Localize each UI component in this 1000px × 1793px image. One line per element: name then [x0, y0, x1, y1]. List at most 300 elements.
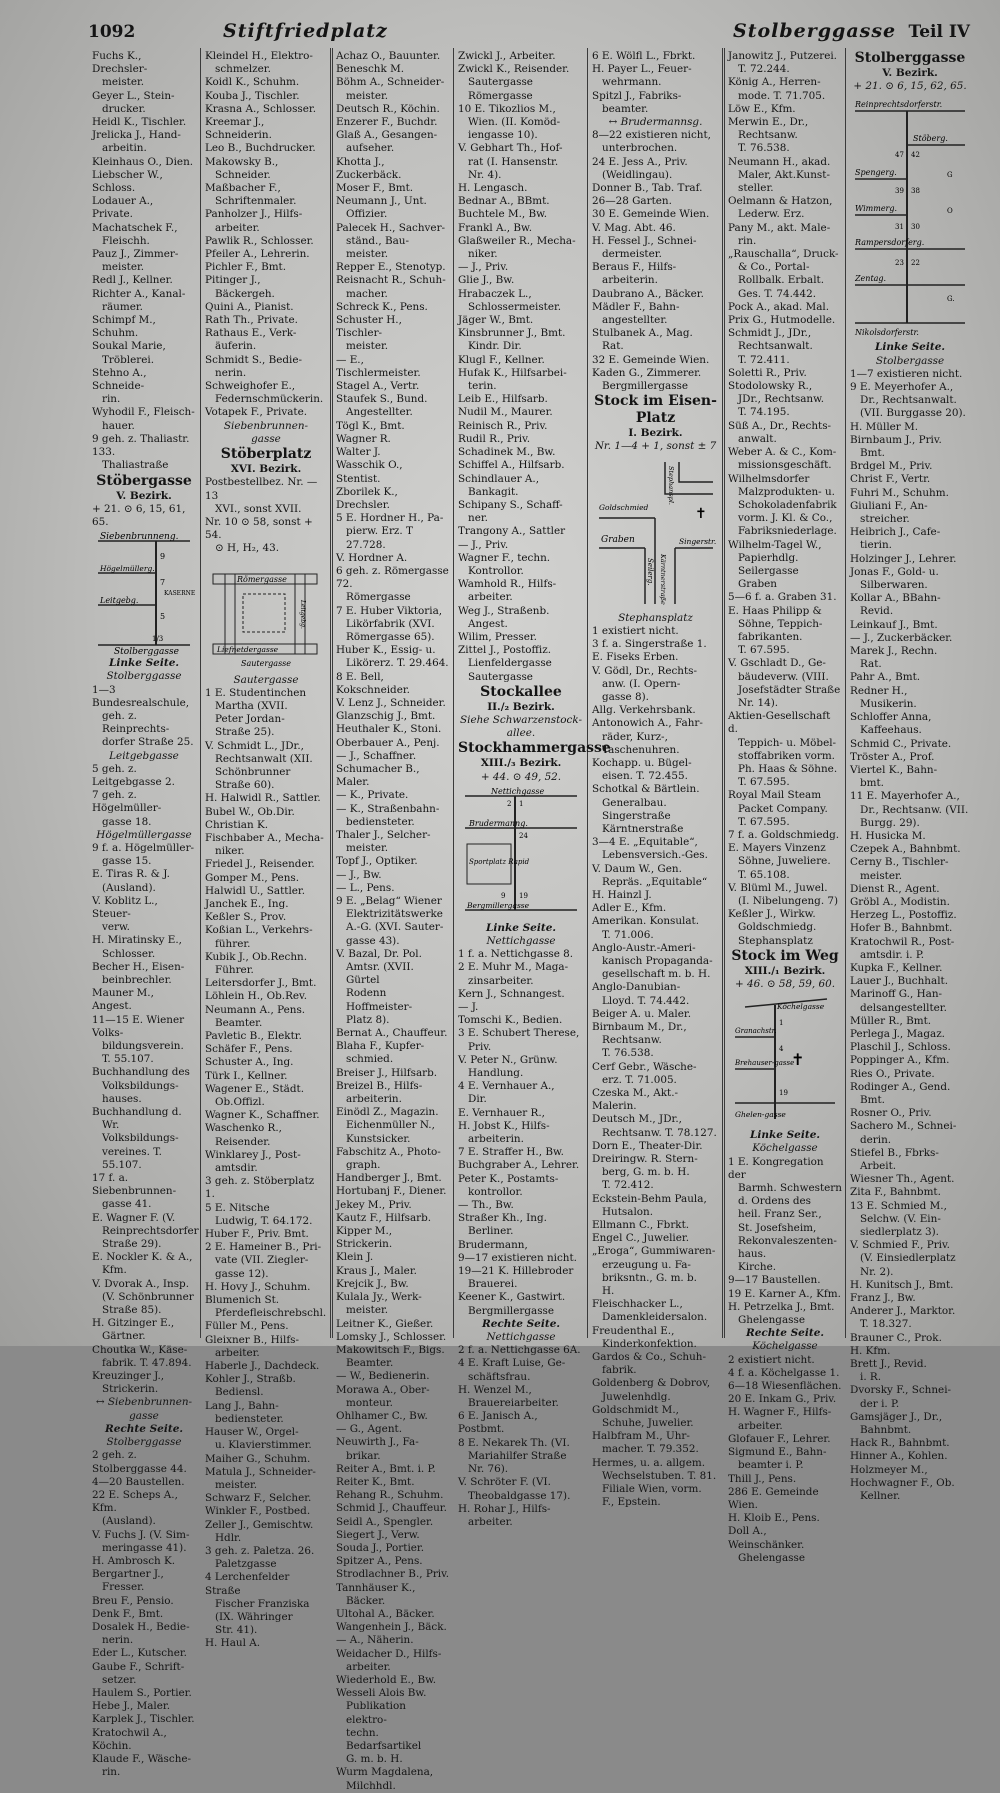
directory-entry: Breiser J., Hilfsarb.	[336, 1066, 438, 1079]
directory-entry: Wilim, Presser.	[458, 630, 537, 643]
directory-entry: 2 f. a. Nettichgasse 6A.	[458, 1344, 581, 1357]
directory-entry: setzer.	[102, 1673, 137, 1686]
directory-entry: techn. Bedarfsartikel	[346, 1726, 422, 1752]
directory-entry: bäudeverw. (VIII.	[738, 670, 829, 683]
directory-entry: Kindr. Dir.	[468, 340, 522, 353]
directory-entry: Straße 60).	[215, 779, 275, 792]
directory-entry: Peter K., Postamts-	[458, 1172, 559, 1185]
directory-entry: T. 74.195.	[738, 406, 790, 419]
directory-entry: tierin.	[860, 539, 892, 552]
cross-street-note: Stolberggasse	[106, 1436, 182, 1449]
directory-entry: Bergmillergasse	[602, 380, 689, 393]
directory-entry: V. Schmidt L., JDr.,	[205, 739, 304, 752]
directory-entry: Straße 85).	[102, 1304, 162, 1317]
directory-entry: 4—20 Baustellen.	[92, 1475, 185, 1488]
directory-entry: Römergasse	[346, 591, 411, 604]
directory-entry: bildungsverein.	[102, 1040, 184, 1052]
directory-entry: T. 67.595.	[738, 644, 790, 657]
directory-entry: V. Mag. Abt. 46.	[592, 221, 676, 234]
directory-entry: H.	[602, 1285, 615, 1298]
directory-entry: Liebscher W., Schloss.	[92, 168, 163, 195]
column-rule	[330, 48, 333, 1338]
directory-entry: Malzprodukten- u.	[738, 485, 835, 498]
directory-entry: Kratochwil A., Köchin.	[92, 1726, 167, 1752]
directory-entry: unterbrochen.	[602, 142, 678, 155]
directory-entry: Weidacher D., Hilfs-	[336, 1647, 442, 1660]
directory-entry: Poppinger A., Kfm.	[850, 1054, 950, 1067]
directory-entry: siedlerplatz 3).	[860, 1226, 939, 1239]
directory-entry: fabrikanten.	[738, 630, 803, 643]
directory-entry: Schindlauer A.,	[458, 472, 540, 485]
directory-entry: Bmt.	[860, 447, 885, 460]
directory-entry: Wagner K., Schaffner.	[205, 1109, 320, 1122]
directory-entry: Rat.	[860, 658, 882, 671]
directory-entry: (VII. Burggasse 20).	[860, 407, 966, 420]
directory-entry: Einödl Z., Magazin.	[336, 1106, 439, 1119]
directory-entry: H. Ambrosch K.	[92, 1554, 176, 1567]
street-side-heading: Linke Seite.	[108, 657, 180, 670]
left-running-head: Stiftfriedplatz	[223, 20, 388, 42]
directory-entry: Stephansplatz	[738, 934, 813, 947]
directory-entry: Redl J., Kellner.	[92, 274, 173, 287]
directory-entry: Topf J., Optiker.	[336, 855, 418, 868]
directory-entry: Becher H., Eisen-	[92, 960, 185, 973]
directory-entry: Stagel A., Vertr.	[336, 380, 420, 393]
directory-entry: Wr. Volksbildungs-	[102, 1119, 179, 1145]
directory-entry: Aktien-Gesellschaft d.	[728, 710, 831, 736]
directory-entry: Beneschk M.	[336, 63, 405, 76]
directory-entry: 1 E. Kongregation der	[728, 1155, 824, 1181]
directory-entry: JDr., Rechtsanw.	[738, 393, 825, 406]
directory-entry: Czepek A., Bahnbmt.	[850, 843, 961, 856]
directory-entry: Hauser W., Orgel-	[205, 1426, 299, 1439]
directory-entry: Reiter A., Bmt. i. P.	[336, 1462, 436, 1475]
directory-entry: E. Wagner F. (V.	[92, 1211, 176, 1224]
directory-entry: ständ., Bau-	[346, 234, 409, 247]
directory-entry: Jäger W., Bmt.	[458, 314, 534, 327]
directory-entry: Dr., Rechtsanwalt.	[860, 394, 957, 407]
directory-entry: Martha (XVII.	[215, 699, 288, 712]
directory-entry: Fabschitz A., Photo-	[336, 1145, 441, 1158]
directory-entry: dorfer Straße 25.	[102, 736, 194, 749]
directory-entry: Pichler F., Bmt.	[205, 261, 287, 274]
directory-entry: Leo B., Buchdrucker.	[205, 142, 316, 155]
directory-entry: Wasschik O., Stentist.	[336, 459, 403, 485]
district-label: V. Bezirk.	[116, 489, 172, 502]
map-label: KASERNE	[164, 590, 196, 598]
directory-entry: gasse 12).	[215, 1267, 269, 1280]
directory-entry: Türk I., Kellner.	[205, 1069, 288, 1082]
directory-entry: Schimpf M., Schuhm.	[92, 314, 156, 340]
directory-entry: Wagner F., techn.	[458, 551, 551, 564]
map-street-label: Kärntnerstraße	[658, 553, 667, 605]
directory-entry: Deutsch M., JDr.,	[592, 1113, 682, 1126]
directory-entry: derin.	[860, 1133, 892, 1146]
map-house-number: 19	[519, 891, 528, 900]
directory-entry: 5 E. Nitsche	[205, 1201, 270, 1214]
directory-entry: 9 f. a. Högelmüller-	[92, 841, 195, 854]
directory-entry: Wilhelmsdorfer	[728, 472, 810, 485]
directory-entry: T. 55.107.	[102, 1053, 154, 1066]
directory-entry: steller.	[738, 182, 774, 195]
directory-entry: meister.	[346, 248, 389, 261]
map-house-number: 4	[779, 1045, 784, 1054]
directory-entry: Blumenich St.	[205, 1294, 280, 1307]
map-street-label: Siebenbrunneng.	[100, 532, 179, 543]
directory-entry: Heuthaler K., Stoni.	[336, 723, 442, 736]
directory-entry: Löw E., Kfm.	[728, 102, 796, 115]
directory-entry: (Ausland).	[102, 881, 156, 894]
directory-entry: Karplek J., Tischler.	[92, 1713, 195, 1726]
directory-entry: Str. 41).	[215, 1624, 258, 1637]
directory-entry: Strodlachner B., Priv.	[336, 1568, 450, 1581]
directory-entry: gasse 18.	[102, 815, 152, 828]
directory-entry: Ghelengasse	[738, 1551, 805, 1564]
directory-entry: drucker.	[102, 102, 146, 115]
directory-entry: V. Daum W., Gen.	[592, 862, 682, 875]
directory-entry: H. Hainzl J.	[592, 888, 652, 901]
directory-entry: bediensteter.	[215, 1412, 284, 1425]
directory-entry: Reinisch R., Priv.	[458, 419, 548, 432]
directory-entry: Packet Company.	[738, 802, 828, 815]
directory-entry: Donner B., Tab. Traf.	[592, 182, 703, 195]
directory-entry: Kipper M., Strickerin.	[336, 1225, 393, 1251]
directory-entry: 8 E. Bell, Kokschneider.	[336, 670, 410, 696]
directory-column-4	[458, 50, 611, 1528]
directory-entry: Neuwirth J., Fa-	[336, 1436, 419, 1449]
directory-entry: hauer.	[102, 419, 135, 432]
directory-entry: 11 E. Mayerhofer A.,	[850, 790, 960, 803]
cross-street-note: Leitgebgasse	[109, 749, 179, 762]
directory-entry: — J., Zuckerbäcker.	[850, 631, 953, 644]
directory-entry: Reiter K., Bmt.	[336, 1475, 415, 1488]
directory-entry: Oelmann & Hatzon,	[728, 195, 833, 208]
directory-entry: Glofauer F., Lehrer.	[728, 1432, 831, 1445]
cross-icon: ✝	[791, 1050, 805, 1070]
directory-entry: Stehno A., Schneide-	[92, 366, 147, 393]
directory-entry: Wurm Magdalena,	[336, 1766, 434, 1779]
directory-entry: Plaschil J., Schloss.	[850, 1041, 951, 1054]
directory-entry: Sigmund E., Bahn-	[728, 1446, 827, 1459]
directory-entry: Makowitsch F., Bigs.	[336, 1343, 445, 1356]
directory-entry: Schokoladenfabrik	[738, 498, 837, 511]
directory-entry: 30 E. Gemeinde Wien.	[592, 208, 710, 221]
cross-street-note: Stolbergasse	[875, 354, 945, 367]
directory-entry: Dreiringw. R. Stern-	[592, 1153, 698, 1166]
directory-entry: Royal Mail Steam	[728, 789, 822, 802]
directory-entry: Marek J., Rechn.	[850, 645, 938, 658]
directory-entry: 7 geh. z. Högelmüller-	[92, 789, 162, 815]
map-street-label: Römergasse	[237, 574, 287, 584]
directory-entry: Arbeit.	[860, 1160, 897, 1172]
cross-street-note: gasse	[251, 432, 281, 445]
directory-entry: arbeiter.	[346, 1660, 391, 1673]
directory-entry: niker.	[215, 845, 245, 858]
directory-entry: Choutka W., Käse-	[92, 1343, 188, 1356]
directory-entry: E. Haas Philipp &	[728, 604, 822, 617]
directory-entry: Maler, Akt.Kunst-	[738, 168, 830, 181]
directory-entry: Fleischhacker L.,	[592, 1298, 683, 1311]
directory-entry: Gröbl A., Modistin.	[850, 895, 950, 908]
directory-entry: Lederw. Erz.	[738, 208, 805, 221]
directory-entry: 6 geh. z. Römergasse 72.	[336, 564, 449, 591]
directory-entry: 17 f. a. Siebenbrunnen-	[92, 1172, 177, 1198]
directory-entry: Pawlik R., Schlosser.	[205, 234, 314, 247]
directory-column-2	[205, 50, 327, 1650]
directory-entry: Selchw. (V. Ein-	[860, 1212, 941, 1225]
directory-entry: Nr. 2).	[860, 1265, 894, 1278]
directory-entry: Seidl A., Spengler.	[336, 1515, 434, 1528]
directory-entry: vate (VII. Ziegler-	[215, 1254, 309, 1267]
directory-entry: arbeiter.	[468, 1515, 513, 1528]
directory-entry: Kleinhaus O., Dien.	[92, 155, 194, 168]
directory-entry: Hutsalon.	[602, 1205, 654, 1218]
directory-entry: Süß A., Dr., Rechts-	[728, 419, 832, 432]
directory-entry: Walter J.	[336, 446, 381, 459]
directory-entry: Dorn E., Theater-Dir.	[592, 1139, 703, 1152]
directory-entry: Wyhodil F., Fleisch-	[92, 406, 195, 419]
directory-entry: St. Josefsheim,	[738, 1221, 817, 1234]
directory-entry: H. Payer L., Feuer-	[592, 63, 692, 76]
directory-entry: Denk F., Bmt.	[92, 1607, 164, 1620]
directory-entry: Lomsky J., Schlosser.	[336, 1330, 447, 1343]
directory-entry: Leinkauf J., Bmt.	[850, 618, 938, 631]
directory-entry: gasse 8).	[602, 690, 649, 703]
directory-entry: Jekey M., Priv.	[336, 1198, 412, 1211]
street-heading: Stockallee	[480, 683, 562, 700]
directory-entry: Kunstsicker.	[346, 1132, 411, 1145]
directory-entry: Revid.	[860, 605, 894, 618]
directory-entry: Wamhold R., Hilfs-	[458, 578, 557, 591]
directory-entry: Schneider.	[215, 168, 271, 181]
directory-entry: 20 E. Inkam G., Priv.	[728, 1393, 837, 1406]
directory-entry: Zittel J., Postoffiz.	[458, 644, 552, 657]
directory-entry: V. Blüml M., Juwel.	[728, 881, 828, 894]
directory-entry: terin.	[468, 380, 497, 393]
directory-entry: 8 E. Nekarek Th. (VI.	[458, 1436, 570, 1449]
directory-entry: Nudil M., Maurer.	[458, 406, 553, 419]
directory-entry: meister.	[346, 89, 389, 102]
directory-entry: Stulbanek A., Mag.	[592, 327, 693, 340]
directory-entry: Rodenn Hoffmeister-	[346, 987, 413, 1013]
directory-entry: geh. z. Reinprechts-	[102, 709, 170, 736]
directory-entry: Milchhdl.	[346, 1779, 396, 1792]
street-map-stockhammergasse	[461, 788, 581, 918]
map-street-label: Leitgebg.	[100, 596, 139, 606]
directory-entry: H. Wenzel M.,	[458, 1383, 532, 1396]
directory-entry: Allg. Verkehrsbank.	[592, 704, 696, 717]
street-side-heading: Rechte Seite.	[745, 1327, 825, 1340]
cross-icon: ✝	[694, 505, 707, 522]
directory-entry: 13 E. Schmied M.,	[850, 1199, 947, 1212]
directory-entry: Friedel J., Reisender.	[205, 858, 315, 871]
directory-entry: 7 E. Straffer H., Bw.	[458, 1146, 564, 1159]
directory-entry: meister.	[346, 1304, 389, 1317]
directory-entry: Fleischh.	[102, 234, 150, 247]
directory-entry: Hrabaczek L.,	[458, 287, 532, 300]
cross-street-note: Nettichgasse	[486, 934, 556, 947]
directory-entry: Christian K.	[205, 818, 269, 831]
directory-entry: „Eroga“, Gummiwaren-	[592, 1245, 716, 1258]
directory-entry: Postbestellbez. Nr. —13	[205, 476, 318, 502]
directory-entry: arbeitin.	[102, 142, 147, 155]
directory-entry: anwalt.	[738, 432, 777, 445]
directory-entry: Franz J., Bw.	[850, 1292, 916, 1305]
directory-entry: Josefstädter Straße	[738, 683, 841, 696]
directory-entry: Bernat A., Chauffeur.	[336, 1027, 448, 1040]
directory-entry: 26—28 Garten.	[592, 195, 672, 208]
directory-entry: H. Kunitsch J., Bmt.	[850, 1278, 954, 1291]
directory-entry: T. 18.327.	[860, 1318, 912, 1331]
directory-entry: Dvorsky F., Schnei-	[850, 1384, 952, 1397]
directory-entry: Lodauer A., Private.	[92, 195, 154, 221]
directory-entry: Redner H.,	[850, 684, 908, 697]
directory-entry: Soletti R., Priv.	[728, 366, 807, 379]
map-house-number: 23	[895, 259, 904, 268]
directory-entry: Löhlein H., Ob.Rev.	[205, 990, 307, 1003]
directory-entry: äuferin.	[215, 340, 257, 353]
map-street-label: Högelmüllerg.	[100, 564, 155, 574]
directory-entry: Kreemar J., Schneiderin.	[205, 116, 272, 142]
directory-entry: Schotkal & Bärtlein.	[592, 783, 700, 796]
directory-entry: beamter i. P.	[738, 1459, 804, 1472]
directory-entry: Rollbalk. Erbalt.	[738, 274, 824, 287]
directory-entry: Hinner A., Kohlen.	[850, 1450, 948, 1463]
directory-entry: Lienfeldergasse	[468, 657, 552, 670]
cross-street-note: allee.	[506, 727, 536, 740]
directory-entry: Birnbaum J., Priv.	[850, 433, 942, 446]
directory-entry: Kfm.	[102, 1264, 127, 1277]
directory-entry: Votapek F., Private.	[205, 406, 308, 419]
directory-entry: Filiale Wien, vorm.	[602, 1483, 702, 1496]
directory-entry: Kern J., Schnangest.	[458, 987, 565, 1000]
directory-entry: meringasse 41).	[102, 1541, 187, 1554]
directory-entry: H. Jobst K., Hilfs-	[458, 1119, 550, 1132]
directory-entry: Bäckergeh.	[215, 287, 275, 300]
directory-entry: bediensteter.	[346, 815, 415, 828]
directory-entry: pierw. Erz. T 27.728.	[346, 525, 413, 551]
directory-entry: Stiefel B., Fbrks-	[850, 1146, 939, 1159]
directory-entry: 1 existiert nicht.	[592, 624, 679, 637]
cross-street-note: Köchelgasse	[752, 1142, 818, 1155]
directory-entry: Kaffeehaus.	[860, 724, 922, 737]
directory-entry: Amtsr. (XVII. Gürtel	[346, 961, 414, 987]
directory-entry: missionsgeschäft.	[738, 459, 832, 472]
directory-entry: Weg J., Straßenb.	[458, 604, 550, 617]
directory-entry: Keßler J., Wirkw.	[728, 908, 816, 921]
directory-entry: Rechtsanwalt.	[738, 340, 813, 353]
directory-entry: gesellschaft m. b. H.	[602, 968, 711, 981]
directory-entry: Buchtele M., Bw.	[458, 208, 548, 221]
directory-entry: Khotta J., Zuckerbäck.	[336, 155, 402, 181]
directory-entry: XVI., sonst XVII.	[215, 502, 302, 515]
directory-entry: 1 f. a. Nettichgasse 8.	[458, 948, 574, 961]
directory-entry: Hebe J., Maler.	[92, 1700, 171, 1713]
directory-entry: zinsarbeiter.	[468, 974, 534, 987]
directory-entry: Geyer L., Stein-	[92, 89, 175, 102]
directory-entry: u. Klavierstimmer.	[215, 1439, 312, 1452]
directory-entry: Nr. 14).	[738, 696, 779, 709]
directory-entry: Ellmann C., Fbrkt.	[592, 1219, 690, 1232]
cross-street-note: Siehe Schwarzenstock-	[460, 713, 582, 726]
directory-entry: Merwin E., Dr.,	[728, 116, 809, 129]
directory-entry: erzeugung u. Fa-	[602, 1258, 691, 1271]
cross-street-note: Stolberggasse	[106, 670, 182, 683]
directory-entry: — K., Private.	[336, 789, 409, 802]
directory-entry: Brdgel M., Priv.	[850, 460, 933, 473]
directory-entry: Richter A., Kanal-	[92, 287, 186, 300]
directory-entry: Morawa A., Ober-	[336, 1383, 430, 1396]
directory-entry: Kautz F., Hilfsarb.	[336, 1211, 432, 1224]
directory-entry: E. Vernhauer R.,	[458, 1106, 545, 1119]
directory-entry: Bahnbmt.	[860, 1424, 912, 1437]
directory-entry: kontrollor.	[468, 1185, 523, 1198]
directory-entry: Fuchs K., Drechsler-	[92, 50, 148, 76]
directory-entry: Fuhri M., Schuhm.	[850, 486, 949, 499]
directory-entry: Holzinger J., Lehrer.	[850, 552, 957, 565]
directory-entry: führer.	[215, 937, 251, 950]
page-number: 1092	[88, 22, 136, 42]
directory-entry: angestellter.	[602, 314, 668, 327]
directory-entry: T. 72.244.	[738, 63, 790, 76]
directory-entry: Machatschek F.,	[92, 221, 178, 234]
directory-entry: Goldenberg & Dobrov,	[592, 1377, 711, 1390]
directory-entry: Führer.	[215, 963, 254, 976]
directory-entry: Kochapp. u. Bügel-	[592, 756, 692, 769]
directory-entry: ner.	[468, 512, 488, 525]
directory-entry: Schmidt S., Bedie-	[205, 353, 303, 366]
column-rule	[453, 48, 454, 1338]
directory-entry: 7 f. a. Goldschmiedg.	[728, 828, 840, 841]
directory-entry: E. Fiseks Erben.	[592, 651, 679, 664]
directory-entry: Schmid J., Chauffeur.	[336, 1502, 447, 1515]
directory-entry: Kellner.	[860, 1490, 901, 1503]
directory-entry: Eckstein-Behm Paula,	[592, 1192, 707, 1205]
district-label: II./₂ Bezirk.	[487, 700, 555, 713]
column-rule	[200, 48, 201, 1338]
directory-entry: H. Müller M.	[850, 420, 919, 433]
directory-entry: Pferdefleischrebschl.	[215, 1307, 327, 1320]
map-house-number: 1	[779, 1019, 784, 1028]
directory-entry: Lauer J., Buchhalt.	[850, 975, 949, 988]
directory-entry: 3 E. Schubert Therese,	[458, 1027, 580, 1040]
map-label: Sportplatz Rapid	[469, 857, 530, 866]
directory-entry: 5—6 f. a. Graben 31.	[728, 591, 837, 604]
map-street-label: Stephanspl.	[666, 465, 675, 505]
directory-entry: Generalbau.	[602, 796, 667, 809]
street-heading: Stockhammergasse	[458, 740, 611, 757]
directory-entry: Pauz J., Zimmer-	[92, 248, 179, 261]
cross-street-note: Högelmüllergasse	[96, 828, 192, 841]
directory-entry: Pitinger J.,	[205, 274, 261, 287]
map-street-label: Zentag.	[855, 274, 887, 284]
directory-entry: (IX. Währinger	[215, 1610, 293, 1623]
map-house-number: 19	[779, 1089, 788, 1098]
directory-entry: Lloyd. T. 74.442.	[602, 994, 690, 1007]
directory-entry: Dir.	[468, 1093, 487, 1106]
directory-entry: Paletzgasse	[215, 1558, 277, 1571]
directory-entry: Zita F., Bahnbmt.	[850, 1186, 941, 1199]
directory-entry: Barmh. Schwestern	[738, 1182, 842, 1195]
directory-entry: macher. T. 79.352.	[602, 1443, 699, 1456]
directory-entry: briksntn., G. m. b.	[602, 1271, 697, 1284]
map-house-number: 1	[519, 799, 524, 808]
directory-entry: Ohlhamer C., Bw.	[336, 1409, 428, 1422]
directory-entry: Spitzl J., Fabriks-	[592, 89, 682, 102]
directory-entry: Bmt.	[860, 1093, 885, 1106]
cross-street-note: Siebenbrunnen-	[223, 419, 309, 432]
directory-entry: Makowsky B.,	[205, 155, 279, 168]
